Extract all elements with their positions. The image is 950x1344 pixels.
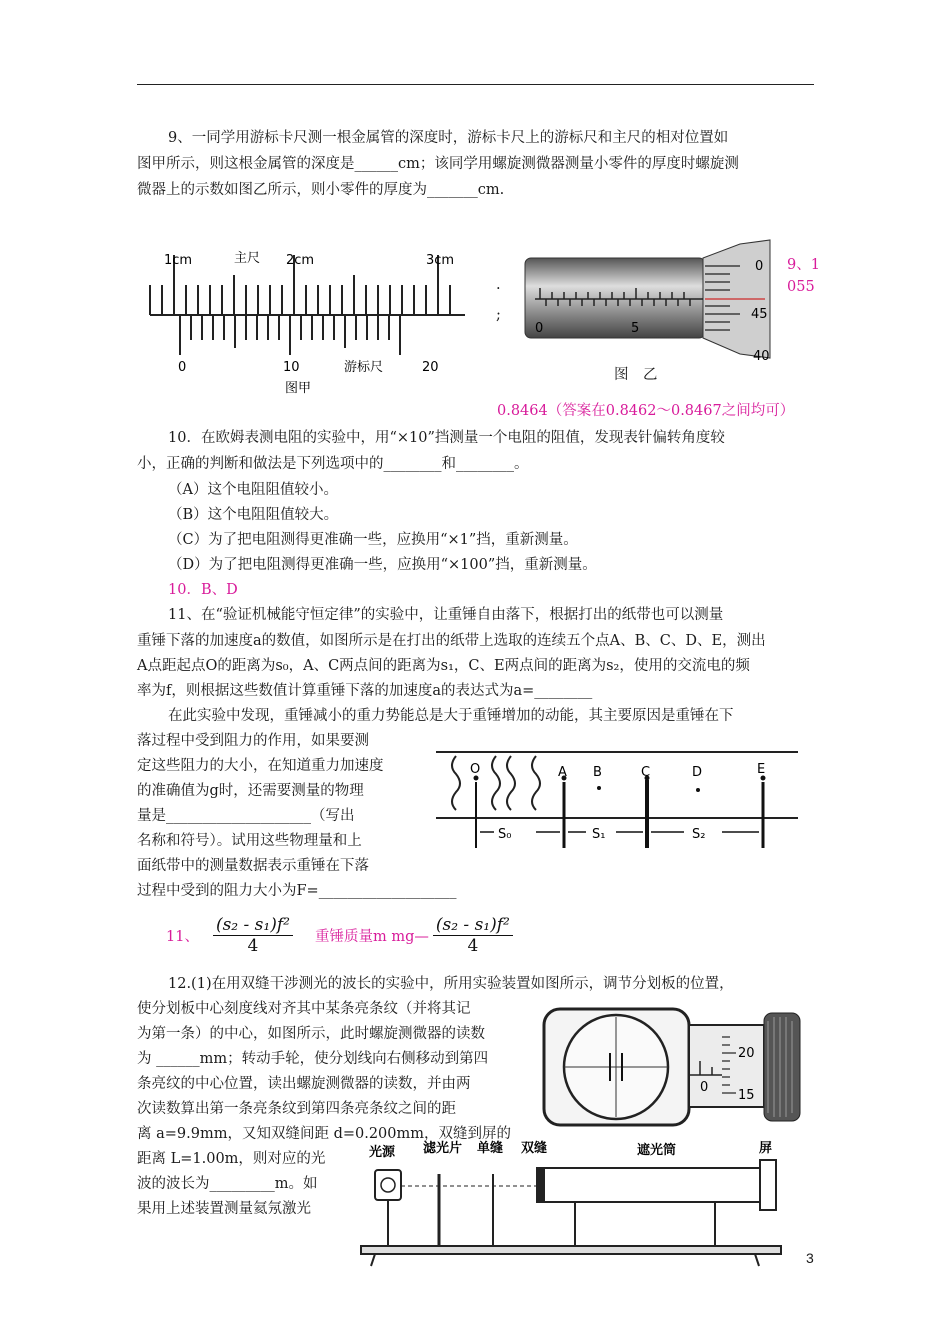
q11-line9: 量是____________________（写出: [137, 808, 355, 824]
q11-answer-denominator-1: 4: [247, 935, 259, 956]
q9-answer-b: 0.8464（答案在0.8462～0.8467之间均可）: [497, 403, 795, 419]
q12-line9: 波的波长为_________m。如: [137, 1176, 318, 1192]
apparatus-label-screen: 屏: [759, 1141, 773, 1156]
apparatus-label-filter: 滤光片: [423, 1141, 463, 1156]
header-rule: [137, 84, 814, 85]
interference-label-0: 0: [700, 1080, 709, 1095]
q9-answer-a-line1: 9、1: [787, 257, 820, 273]
q11-line1: 11、在“验证机械能守恒定律”的实验中，让重锤自由落下，根据打出的纸带也可以测量: [168, 607, 724, 623]
q12-line1: 12.(1)在用双缝干涉测光的波长的实验中，所用实验装置如图所示，调节分划板的位置，: [168, 976, 734, 992]
q11-answer-fraction-2: [433, 915, 513, 956]
apparatus-label-light-source: 光源: [369, 1145, 396, 1160]
q11-line6: 落过程中受到阻力的作用，如果要测: [137, 733, 369, 749]
caliper-vernier-label-20: 20: [422, 360, 439, 375]
q11-answer-numerator-1: (s₂ - s₁)f²: [213, 915, 293, 936]
page-number: 3: [806, 1250, 814, 1266]
q10-option-b: （B）这个电阻阻值较大。: [168, 507, 339, 523]
tape-segment-s0: S₀: [498, 827, 512, 842]
q10-option-a: （A）这个电阻阻值较小。: [168, 482, 338, 498]
caliper-main-label-2cm: 2cm: [286, 253, 315, 268]
q12-line7: 离 a=9.9mm，又知双缝间距 d=0.200mm，双缝到屏的: [137, 1126, 512, 1142]
q10-line2: 小，正确的判断和做法是下列选项中的________和________。: [137, 456, 529, 472]
q11-answer-denominator-2: 4: [467, 935, 479, 956]
caliper-vernier-label-title: 游标尺: [344, 360, 384, 375]
q12-line3: 为第一条）的中心，如图所示，此时螺旋测微器的读数: [137, 1026, 485, 1042]
apparatus-label-single-slit: 单缝: [477, 1141, 504, 1156]
q11-answer-prefix: 11、: [166, 928, 199, 945]
q10-line1: 10．在欧姆表测电阻的实验中，用“×10”挡测量一个电阻的阻值，发现表针偏转角度较: [168, 430, 725, 446]
q11-line4: 率为f，则根据这些数值计算重锤下落的加速度a的表达式为a=________: [137, 683, 593, 699]
caliper-main-label-3cm: 3cm: [426, 253, 455, 268]
q11-line5: 在此实验中发现，重锤减小的重力势能总是大于重锤增加的动能，其主要原因是重锤在下: [168, 708, 734, 724]
apparatus-label-double-slit: 双缝: [521, 1141, 548, 1156]
micrometer-thimble-label-40: 40: [753, 349, 770, 361]
q11-line3: A点距起点O的距离为s₀，A、C两点间的距离为s₁，C、E两点间的距离为s₂，使用的交流电的频: [137, 658, 750, 674]
q11-line11: 面纸带中的测量数据表示重锤在下落: [137, 858, 369, 874]
q9-line3: 微器上的示数如图乙所示，则小零件的厚度为_______cm.: [137, 182, 505, 198]
tape-segment-s1: S₁: [592, 827, 606, 842]
micrometer-scale-label-0: 0: [535, 321, 544, 336]
q11-line8: 的准确值为g时，还需要测量的物理: [137, 783, 364, 799]
caliper-figure: [140, 240, 470, 400]
q11-line10: 名称和符号）。试用这些物理量和上: [137, 833, 362, 849]
micrometer-thimble-label-0: 0: [755, 259, 764, 274]
tape-point-a: A: [558, 765, 567, 780]
apparatus-label-tube: 遮光筒: [637, 1143, 677, 1158]
q10-option-c: （C）为了把电阻测得更准确一些，应换用“×1”挡，重新测量。: [168, 532, 578, 548]
micrometer-caption: 图 乙: [614, 367, 658, 383]
double-slit-apparatus-figure: [355, 1138, 805, 1268]
q11-answer-numerator-2: (s₂ - s₁)f²: [433, 915, 513, 936]
q10-answer: 10．B、D: [168, 582, 238, 598]
q12-line4: 为 ______mm；转动手轮，使分划线向右侧移动到第四: [137, 1051, 489, 1067]
q11-line2: 重锤下落的加速度a的数值，如图所示是在打出的纸带上选取的连续五个点A、B、C、D、E，测出: [137, 633, 766, 649]
side-mark-semicolon: ;: [496, 307, 501, 323]
interference-label-15: 15: [738, 1088, 755, 1103]
tape-segment-s2: S₂: [692, 827, 706, 842]
interference-label-20: 20: [738, 1046, 755, 1061]
q9-answer-a-line2: 055: [787, 279, 815, 295]
micrometer-thimble-label-45: 45: [751, 307, 768, 322]
interference-micrometer-figure: [540, 1003, 805, 1131]
caliper-caption: 图甲: [285, 381, 312, 396]
q12-line10: 果用上述装置测量氦氖激光: [137, 1201, 311, 1217]
q12-line2: 使分划板中心刻度线对齐其中某条亮条纹（并将其记: [137, 1001, 471, 1017]
tape-point-e: E: [757, 762, 766, 777]
micrometer-figure: [515, 236, 780, 361]
caliper-main-label-1cm: 1cm: [164, 253, 193, 268]
q12-line5: 条亮纹的中心位置，读出螺旋测微器的读数，并由两: [137, 1076, 471, 1092]
q11-line12: 过程中受到的阻力大小为F=___________________: [137, 883, 457, 899]
q12-line8: 距离 L=1.00m，则对应的光: [137, 1151, 326, 1167]
paper-tape-figure: [436, 738, 798, 856]
side-mark-dot: .: [496, 277, 501, 293]
caliper-main-label-title: 主尺: [234, 251, 261, 266]
q11-answer-fraction-1: [213, 915, 293, 956]
q11-line7: 定这些阻力的大小，在知道重力加速度: [137, 758, 384, 774]
tape-point-o: O: [470, 762, 481, 777]
q12-line6: 次读数算出第一条亮条纹到第四条亮条纹之间的距: [137, 1101, 456, 1117]
caliper-vernier-label-10: 10: [283, 360, 300, 375]
q10-option-d: （D）为了把电阻测得更准确一些，应换用“×100”挡，重新测量。: [168, 557, 597, 573]
tape-point-b: B: [593, 765, 602, 780]
caliper-vernier-label-0: 0: [178, 360, 187, 375]
q11-answer-mid: 重锤质量m mg—: [314, 928, 429, 945]
q9-line1: 9、一同学用游标卡尺测一根金属管的深度时，游标卡尺上的游标尺和主尺的相对位置如: [168, 130, 729, 146]
micrometer-scale-label-5: 5: [631, 321, 640, 336]
tape-point-d: D: [692, 765, 703, 780]
q11-answer: [166, 905, 513, 965]
tape-point-c: C: [641, 765, 651, 780]
q9-line2: 图甲所示，则这根金属管的深度是______cm；该同学用螺旋测微器测量小零件的厚度时螺旋测: [137, 156, 739, 172]
